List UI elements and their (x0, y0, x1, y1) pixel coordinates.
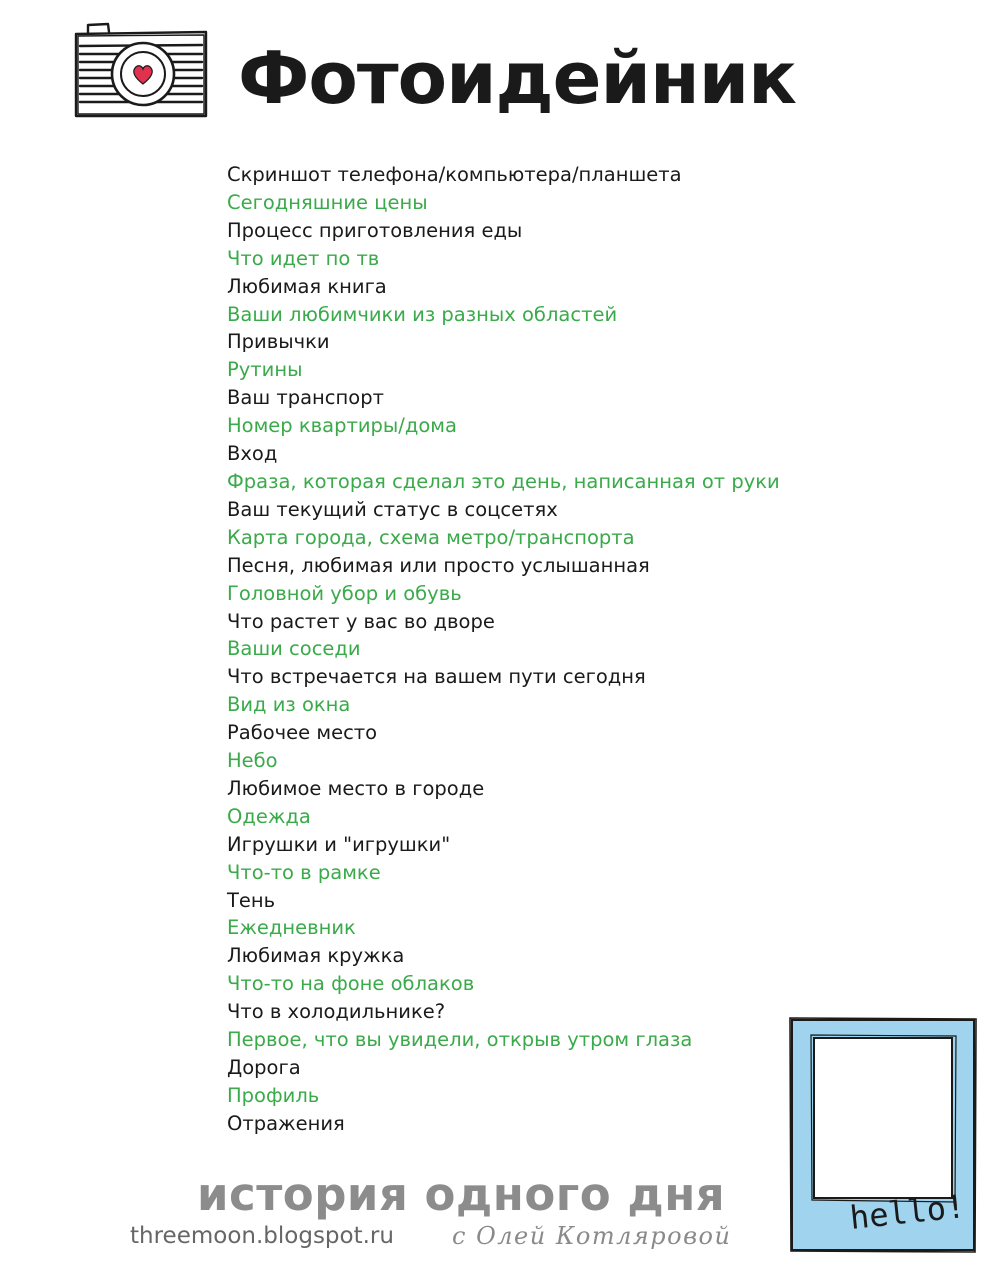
list-item: Профиль (227, 1083, 320, 1107)
list-item: Любимое место в городе (227, 776, 485, 800)
list-item: Головной убор и обувь (227, 581, 462, 605)
list-item: Скриншот телефона/компьютера/планшета (227, 163, 682, 186)
list-item: Что в холодильнике? (227, 1000, 446, 1024)
list-item: Что-то в рамке (227, 860, 381, 884)
list-item: Ваш текущий статус в соцсетях (227, 497, 558, 521)
list-item: Ваши соседи (227, 637, 361, 661)
list-item: Песня, любимая или просто услышанная (227, 553, 650, 577)
blog-url: threemoon.blogspot.ru (130, 1223, 394, 1249)
list-item: Что идет по тв (227, 246, 380, 270)
author-credit: с Олей Котляровой (452, 1222, 732, 1250)
list-item: Тень (227, 888, 276, 912)
list-item: Любимая книга (227, 274, 387, 298)
list-item: Вход (227, 442, 278, 466)
list-item: Сегодняшние цены (227, 190, 428, 214)
list-item: Карта города, схема метро/транспорта (227, 525, 635, 549)
list-item: Фраза, которая сделал это день, написанная от руки (227, 469, 780, 493)
footer-title: история одного дня (197, 1168, 726, 1221)
page-title: Фотоидейник (238, 36, 797, 120)
list-item: Номер квартиры/дома (227, 414, 457, 438)
list-item: Ежедневник (227, 916, 356, 940)
list-item: Игрушки и "игрушки" (227, 832, 451, 856)
list-item: Ваш транспорт (227, 386, 384, 410)
photo-idea-list (227, 161, 787, 1138)
list-item: Дорога (227, 1056, 301, 1079)
list-item: Любимая кружка (227, 944, 405, 968)
list-item: Что встречается на вашем пути сегодня (227, 665, 646, 689)
list-item: Что-то на фоне облаков (227, 972, 475, 996)
list-item: Процесс приготовления еды (227, 218, 523, 242)
list-item: Вид из окна (227, 693, 351, 717)
polaroid-caption: hello! (848, 1187, 967, 1237)
list-item: Привычки (227, 330, 330, 354)
list-item: Рутины (227, 358, 303, 382)
camera-heart-icon (72, 20, 210, 120)
list-item: Одежда (227, 804, 311, 828)
list-item: Первое, что вы увидели, открыв утром глаза (227, 1028, 693, 1052)
list-item: Ваши любимчики из разных областей (227, 302, 618, 326)
list-item: Что растет у вас во дворе (227, 609, 495, 633)
list-item: Небо (227, 749, 278, 773)
list-item: Отражения (227, 1111, 345, 1135)
list-item: Рабочее место (227, 721, 378, 745)
